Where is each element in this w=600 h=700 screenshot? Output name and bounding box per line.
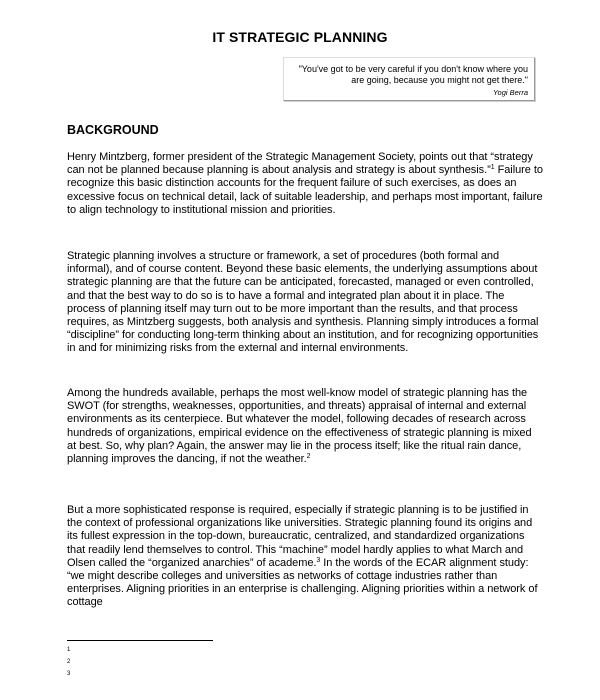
- epigraph-quote: "You've got to be very careful if you don't know where you are going, because you might not get there.": [298, 64, 528, 85]
- epigraph-box: [283, 57, 535, 101]
- footnote-ref-2: 2: [306, 453, 311, 461]
- paragraph-1-text-a: Henry Mintzberg, former president of the Strategic Management Society, points out that “strategy can not be planned because planning is about analysis and strategy is about synthesis.”: [67, 151, 533, 177]
- paragraph-4: [67, 504, 543, 610]
- footnote-ref-3: 3: [316, 556, 321, 564]
- paragraph-1-text-b: Failure to recognize this basic distinction accounts for the frequent failure of such exercises, as does an excessive focus on technical detail, lack of suitable leadership, and perhaps most important, failure to align technology to institutional mission and priorities.: [67, 164, 543, 216]
- paragraph-2: [67, 250, 543, 356]
- document-title: IT STRATEGIC PLANNING: [212, 29, 388, 45]
- footnote-separator: [67, 640, 213, 641]
- footnote-2: 2: [67, 659, 71, 665]
- footnote-1: 1: [67, 647, 71, 653]
- section-heading: BACKGROUND: [67, 123, 159, 137]
- paragraph-2-text: Strategic planning involves a structure or framework, a set of procedures (both formal and informal), and of course content. Beyond these basic elements, the underlying assumptions about strategic planning are that the future can be anticipated, forecasted, managed or even controlled, and that the best way to do so is to have a formal and integrated plan about it in place. The process of planning itself may turn out to be more important than the results, and that process requires, as Mintzberg suggests, both analysis and synthesis. Planning simply introduces a formal “discipline” for conducting long-term thinking about an institution, and for recognizing opportunities in and for minimizing risks from the external and internal environments.: [67, 250, 539, 355]
- footnote-ref-1: 1: [490, 164, 495, 172]
- paragraph-4-text-a: But a more sophisticated response is required, especially if strategic planning is to be justified in the context of professional organizations like universities. Strategic planning found its origins and its fullest expression in the top-down, bureaucratic, centralized, and standardized organizations that readily lend themselves to control. This “machine” model hardly applies to what March and Olsen called the “organized anarchies” of academe.: [67, 504, 533, 569]
- epigraph-author: Yogi Berra: [492, 88, 528, 97]
- paragraph-3-text: Among the hundreds available, perhaps the most well-know model of strategic planning has the SWOT (for strengths, weaknesses, opportunities, and threats) appraisal of internal and external environments as its centerpiece. But whatever the model, following decades of research across hundreds of organizations, empirical evidence on the effectiveness of strategic planning is mixed at best. So, why plan? Again, the answer may lie in the process itself; like the ritual rain dance, planning improves the dancing, if not the weather.: [67, 387, 532, 466]
- paragraph-4-text-b: In the words of the ECAR alignment study: “we might describe colleges and universities as networks of cottage industries rather than enterprises. Aligning priorities in an enterprise is challenging. Aligning priorities within a network of cottage: [67, 556, 538, 609]
- paragraph-3: [67, 387, 543, 466]
- footnote-3: 3: [67, 671, 71, 677]
- paragraph-1: [67, 151, 543, 217]
